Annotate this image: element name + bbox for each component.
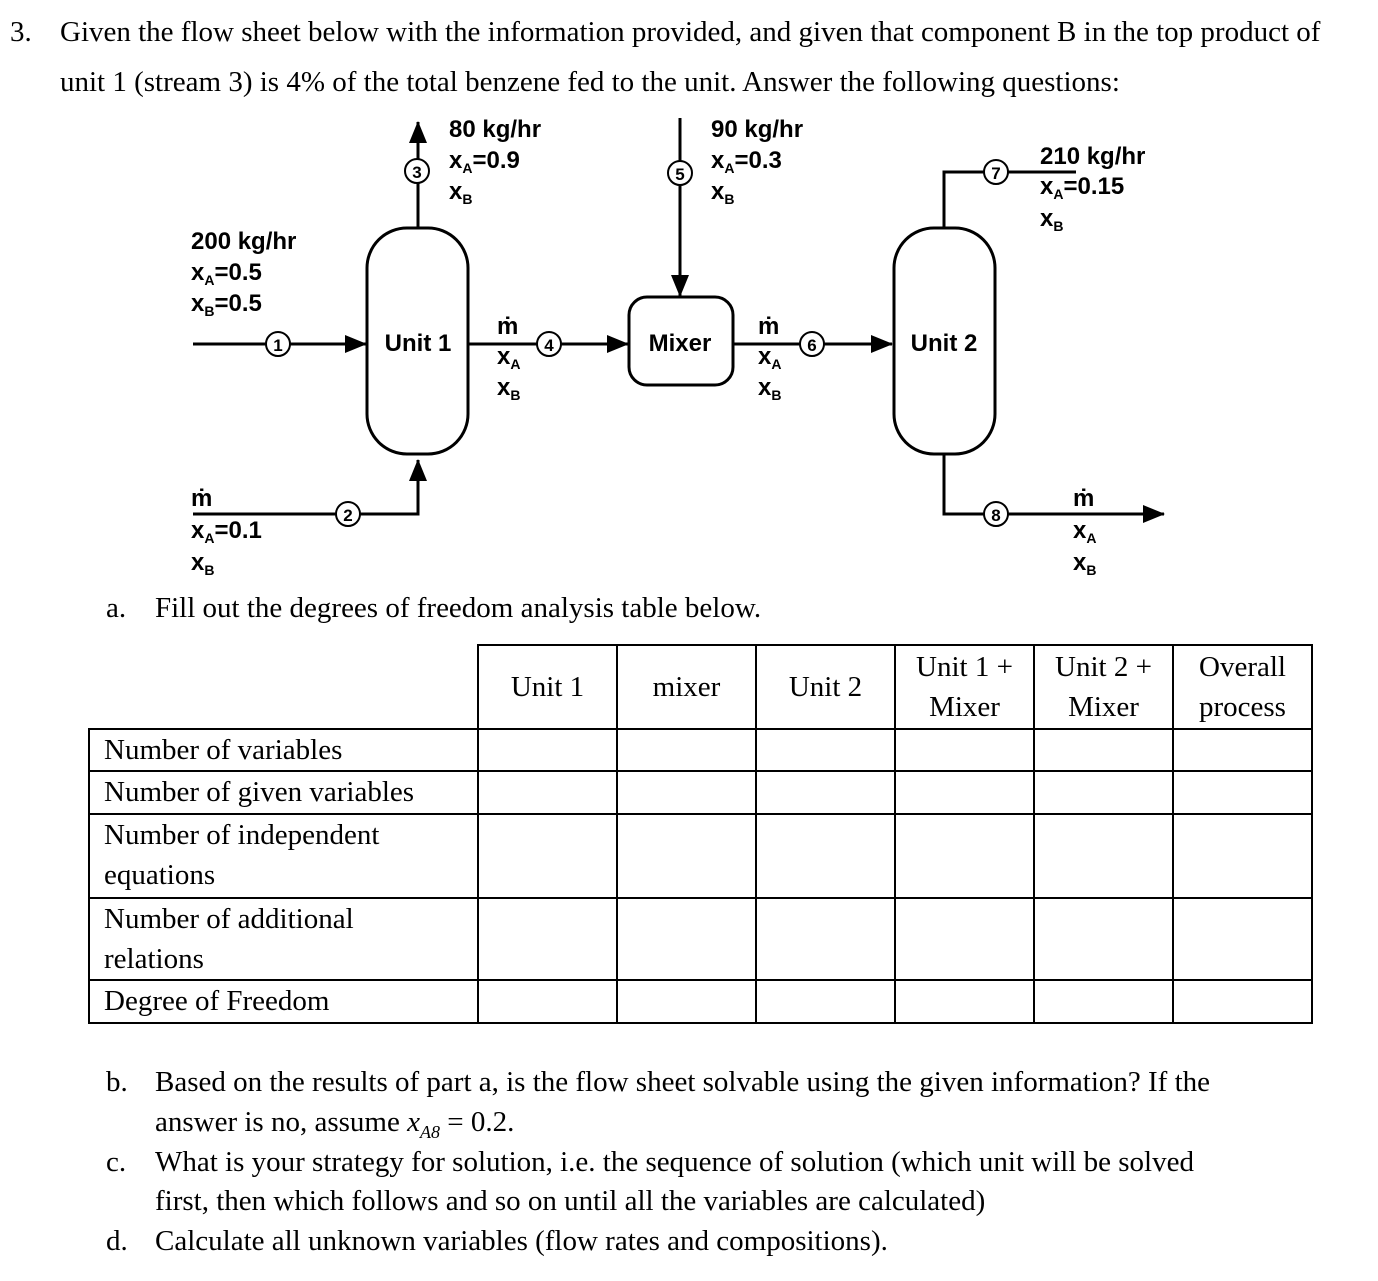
- stream4-xa: $x_A$: [497, 343, 521, 372]
- part-d-label: d.: [106, 1225, 128, 1257]
- cell-input[interactable]: [756, 729, 895, 771]
- part-c-line-2: first, then which follows and so on until all the variables are calculated): [155, 1185, 986, 1217]
- svg-text:2: 2: [343, 506, 353, 525]
- cell-input[interactable]: [1034, 771, 1173, 814]
- cell-input[interactable]: [756, 980, 895, 1023]
- cell-input[interactable]: [895, 814, 1034, 898]
- stream7-xb: $x_B$: [1040, 205, 1064, 234]
- svg-text:4: 4: [544, 336, 554, 355]
- stream4-xb: $x_B$: [497, 374, 521, 403]
- svg-text:3: 3: [412, 163, 422, 182]
- svg-text:6: 6: [807, 336, 817, 355]
- stream8-xb: $x_B$: [1073, 549, 1097, 578]
- cell-input[interactable]: [617, 771, 756, 814]
- stream3-xb: $x_B$: [449, 178, 473, 207]
- cell-input[interactable]: [756, 814, 895, 898]
- stream8-flow: ṁ: [1073, 485, 1095, 512]
- cell-input[interactable]: [1173, 814, 1312, 898]
- cell-input[interactable]: [1173, 898, 1312, 980]
- table-row: [89, 771, 1312, 814]
- col-header-unit2: Unit 2: [756, 645, 895, 729]
- cell-input[interactable]: [478, 814, 617, 898]
- cell-input[interactable]: [1173, 980, 1312, 1023]
- col-header-overall: Overall process: [1173, 645, 1312, 729]
- cell-input[interactable]: [895, 898, 1034, 980]
- stream5-flow: 90 kg/hr: [711, 116, 804, 143]
- row-label-additional-relations: Number of additional relations: [89, 898, 478, 980]
- row-label-independent-equations: Number of independent equations: [89, 814, 478, 898]
- table-header-row: [89, 645, 1312, 729]
- flow-sheet-diagram: [0, 0, 1378, 600]
- col-header-unit2-mixer: Unit 2 + Mixer: [1034, 645, 1173, 729]
- col-header-mixer: mixer: [617, 645, 756, 729]
- row-label-degree-of-freedom: Degree of Freedom: [89, 980, 478, 1023]
- col-header-unit1-mixer: Unit 1 + Mixer: [895, 645, 1034, 729]
- stream6-flow: ṁ: [758, 313, 780, 340]
- stream1-flow: 200 kg/hr: [191, 228, 297, 255]
- cell-input[interactable]: [1034, 814, 1173, 898]
- table-row: [89, 898, 1312, 980]
- part-b-line-1: Based on the results of part a, is the flow sheet solvable using the given information? If the: [155, 1066, 1211, 1098]
- cell-input[interactable]: [478, 771, 617, 814]
- stream4-flow: ṁ: [497, 313, 519, 340]
- cell-input[interactable]: [895, 980, 1034, 1023]
- stream6-xb: $x_B$: [758, 374, 782, 403]
- stream2-flow: ṁ: [191, 485, 213, 512]
- part-b-label: b.: [106, 1066, 128, 1098]
- svg-text:1: 1: [273, 336, 283, 355]
- part-c-line-1: What is your strategy for solution, i.e. the sequence of solution (which unit will be solved: [155, 1146, 1194, 1178]
- stream1-xa: $x_A=0.5$: [191, 259, 262, 288]
- cell-input[interactable]: [756, 771, 895, 814]
- stream7-flow: 210 kg/hr: [1040, 143, 1146, 170]
- question-number: 3.: [10, 16, 32, 48]
- cell-input[interactable]: [1173, 729, 1312, 771]
- mixer-label: Mixer: [648, 330, 712, 357]
- cell-input[interactable]: [895, 771, 1034, 814]
- question-line-1: Given the flow sheet below with the information provided, and given that component B in the top product of: [60, 16, 1321, 48]
- stream6-xa: $x_A$: [758, 343, 782, 372]
- stream1-xb: $x_B=0.5$: [191, 290, 262, 319]
- svg-text:5: 5: [675, 165, 685, 184]
- stream5-xb: $x_B$: [711, 178, 735, 207]
- table-row: [89, 814, 1312, 898]
- cell-input[interactable]: [617, 898, 756, 980]
- cell-input[interactable]: [1034, 729, 1173, 771]
- part-d-text: Calculate all unknown variables (flow rates and compositions).: [155, 1225, 888, 1257]
- part-a-text: Fill out the degrees of freedom analysis table below.: [155, 592, 762, 624]
- cell-input[interactable]: [478, 898, 617, 980]
- question-line-2: unit 1 (stream 3) is 4% of the total benzene fed to the unit. Answer the following questions:: [60, 66, 1120, 98]
- unit2-label: Unit 2: [910, 330, 978, 357]
- cell-input[interactable]: [1034, 980, 1173, 1023]
- cell-input[interactable]: [478, 980, 617, 1023]
- stream5-xa: $x_A=0.3$: [711, 147, 782, 176]
- cell-input[interactable]: [478, 729, 617, 771]
- table-row: [89, 729, 1312, 771]
- unit1-label: Unit 1: [384, 330, 452, 357]
- cell-input[interactable]: [1173, 771, 1312, 814]
- stream2-xa: $x_A=0.1$: [191, 517, 262, 546]
- svg-text:7: 7: [991, 164, 1001, 183]
- row-label-given-variables: Number of given variables: [89, 771, 478, 814]
- stream3-xa: $x_A=0.9$: [449, 147, 520, 176]
- cell-input[interactable]: [895, 729, 1034, 771]
- cell-input[interactable]: [617, 814, 756, 898]
- cell-input[interactable]: [617, 729, 756, 771]
- part-c-label: c.: [106, 1146, 127, 1178]
- stream3-flow: 80 kg/hr: [449, 116, 542, 143]
- cell-input[interactable]: [756, 898, 895, 980]
- stream7-xa: $x_A=0.15$: [1040, 173, 1125, 202]
- col-header-unit1: Unit 1: [478, 645, 617, 729]
- svg-text:8: 8: [991, 506, 1001, 525]
- table-row: [89, 980, 1312, 1023]
- part-a-label: a.: [106, 592, 127, 624]
- part-b-line-2: answer is no, assume $x_{A8} = 0.2$.: [155, 1106, 515, 1142]
- cell-input[interactable]: [1034, 898, 1173, 980]
- stream8-xa: $x_A$: [1073, 517, 1097, 546]
- row-label-variables: Number of variables: [89, 729, 478, 771]
- dof-table: [88, 644, 1313, 1024]
- stream2-xb: $x_B$: [191, 549, 215, 578]
- cell-input[interactable]: [617, 980, 756, 1023]
